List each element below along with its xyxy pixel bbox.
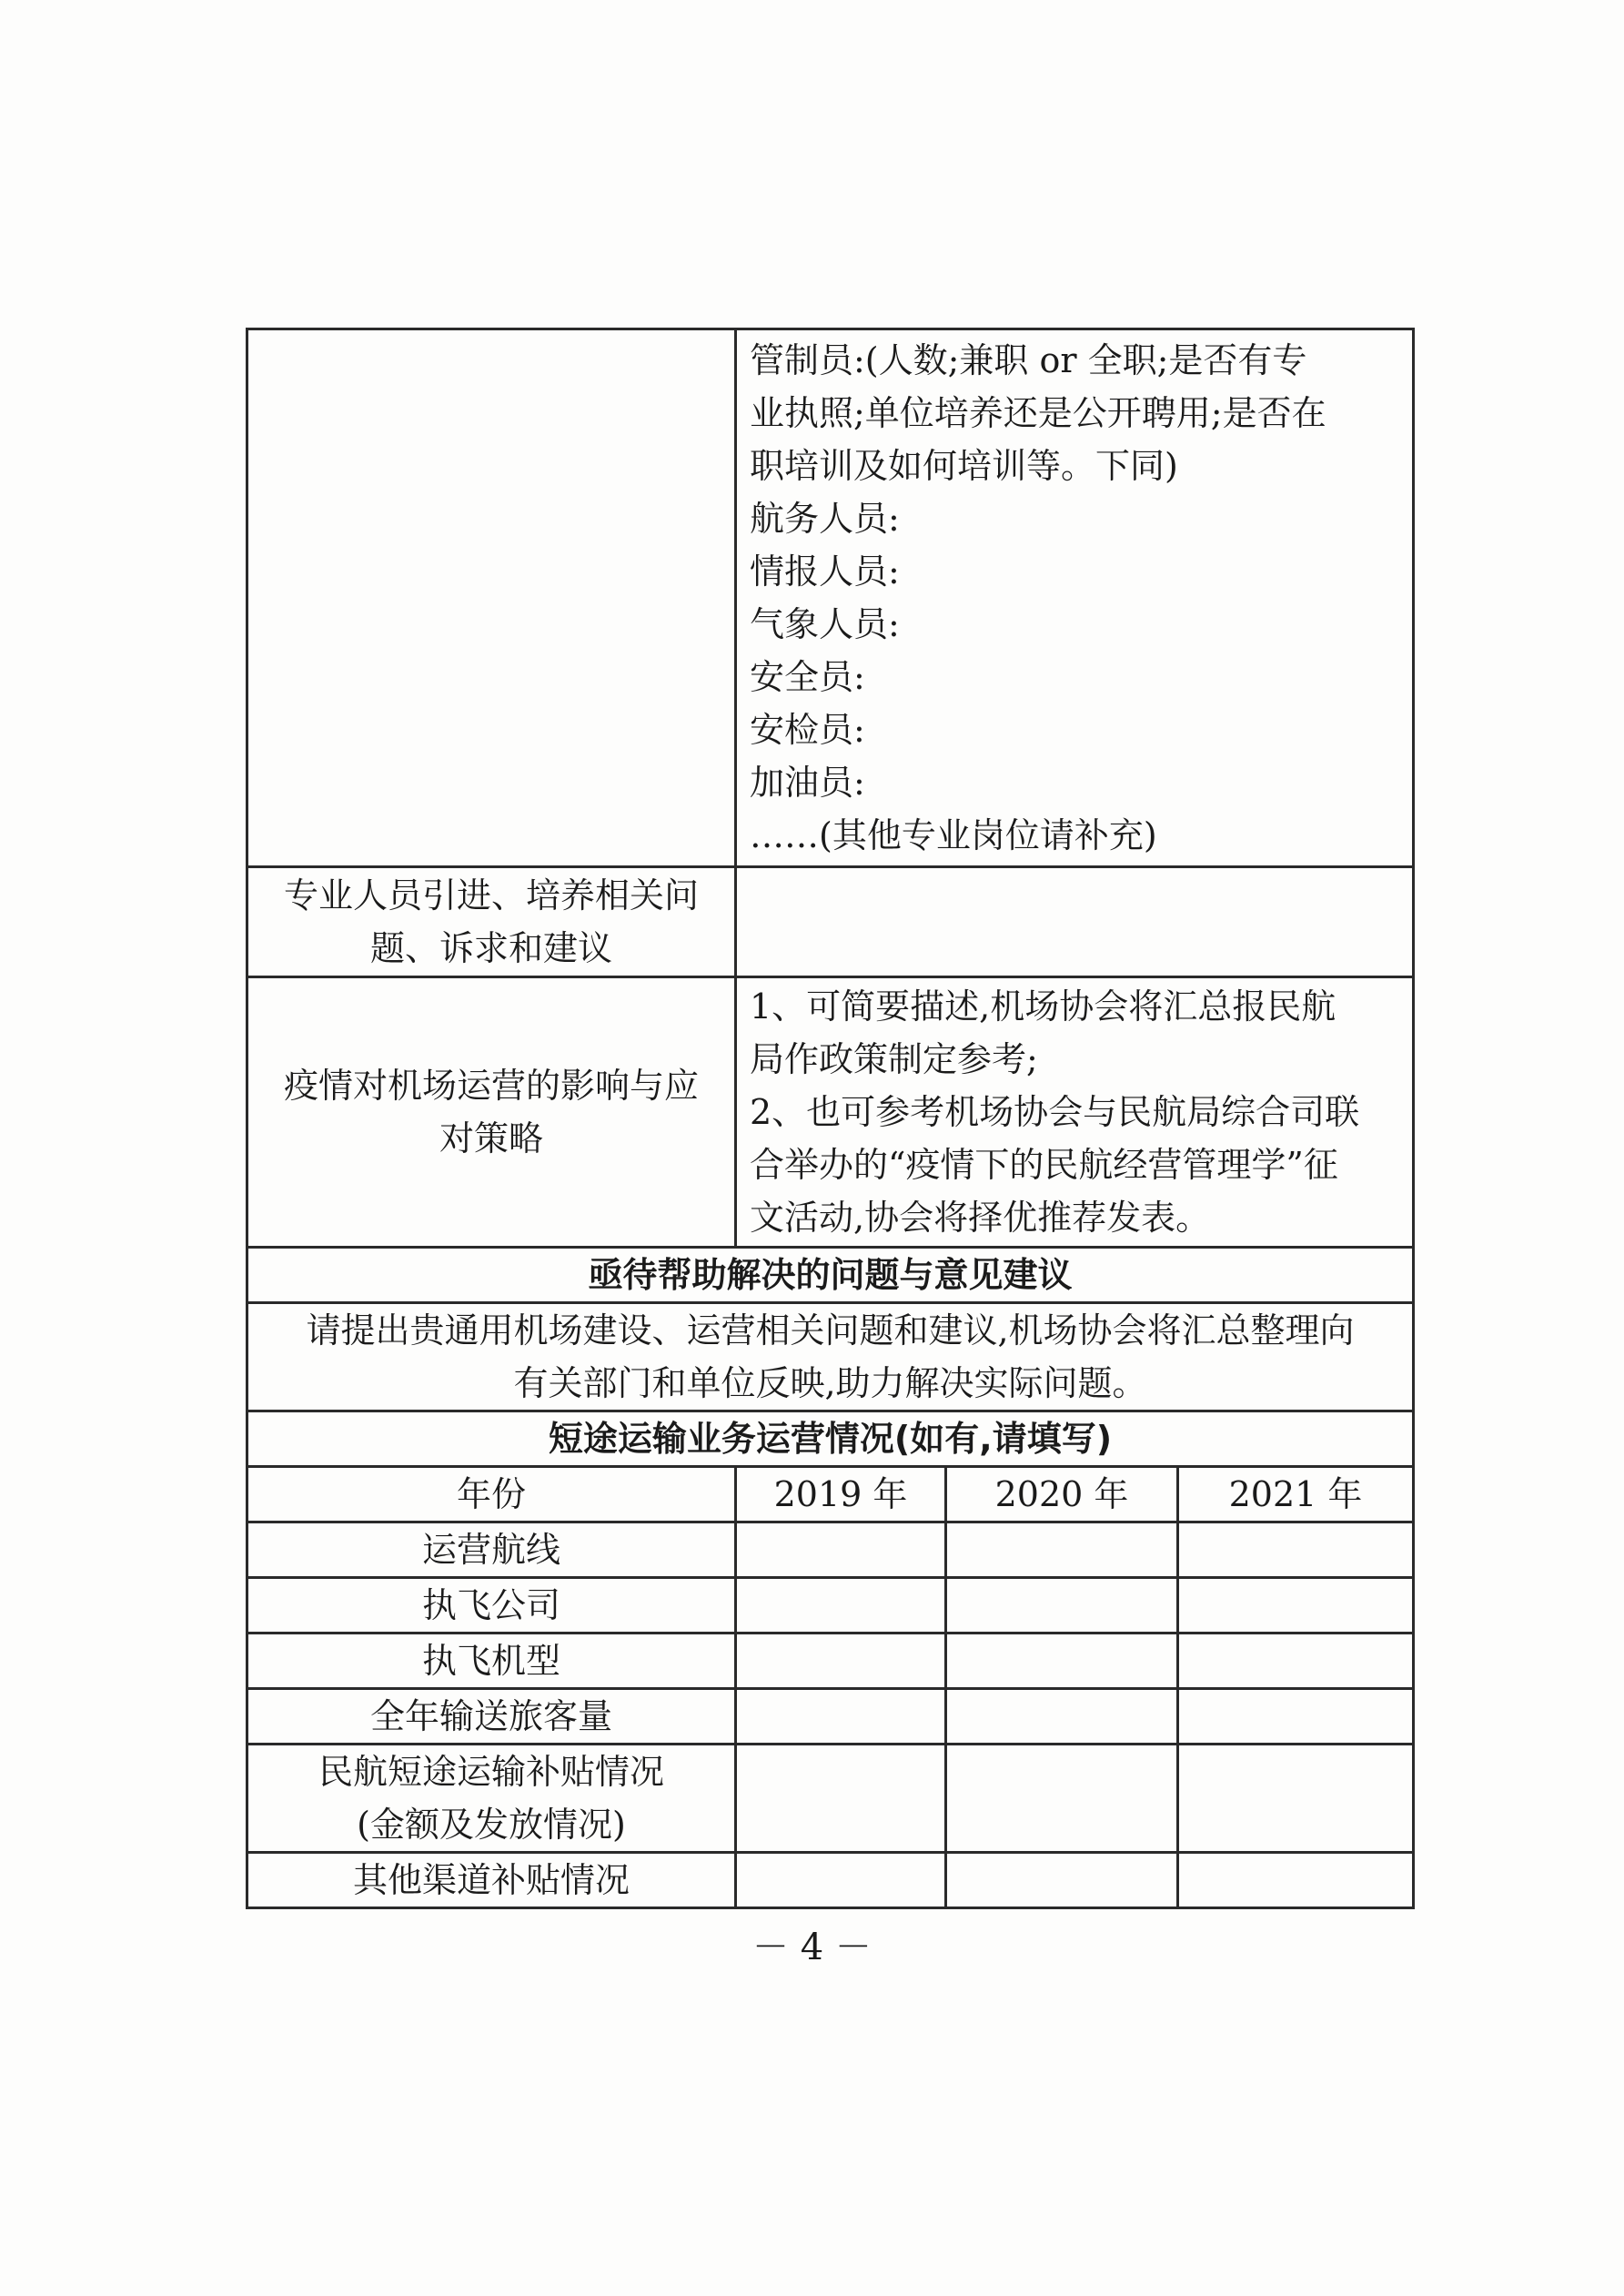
data-cell[interactable] — [736, 1689, 946, 1745]
row-label-passengers: 全年输送旅客量 — [247, 1689, 736, 1745]
staff-line: 加油员: — [750, 763, 865, 803]
data-cell[interactable] — [1178, 1633, 1414, 1689]
epidemic-desc-line: 合举办的“疫情下的民航经营管理学”征 — [750, 1145, 1338, 1185]
staff-line: 安检员: — [750, 710, 865, 750]
talent-label: 专业人员引进、培养相关问 — [283, 875, 699, 915]
staff-row — [247, 329, 1414, 867]
epidemic-label-cell — [247, 977, 736, 1248]
data-cell[interactable] — [736, 1578, 946, 1633]
epidemic-row — [247, 977, 1414, 1248]
talent-label-cell — [247, 867, 736, 977]
row-label-routes: 运营航线 — [247, 1522, 736, 1578]
data-cell[interactable] — [736, 1745, 946, 1853]
help-desc-line: 请提出贵通用机场建设、运营相关问题和建议,机场协会将汇总整理向 — [306, 1310, 1355, 1350]
data-cell[interactable] — [1178, 1853, 1414, 1908]
talent-input-cell[interactable] — [736, 867, 1414, 977]
staff-line: 管制员:(人数;兼职 or 全职;是否有专 — [750, 340, 1307, 380]
page-number: － 4 － — [752, 1927, 872, 1968]
short-haul-heading: 短途运输业务运营情况(如有,请填写) — [247, 1411, 1414, 1467]
epidemic-label: 疫情对机场运营的影响与应 — [283, 1066, 699, 1106]
help-desc-row — [247, 1303, 1414, 1411]
data-cell[interactable] — [1178, 1522, 1414, 1578]
year-header-label: 年份 — [247, 1467, 736, 1522]
table-row — [247, 1689, 1414, 1745]
year-header-2021: 2021 年 — [1178, 1467, 1414, 1522]
table-row — [247, 1745, 1414, 1853]
help-heading: 亟待帮助解决的问题与意见建议 — [247, 1248, 1414, 1303]
data-cell[interactable] — [1178, 1578, 1414, 1633]
help-heading-row — [247, 1248, 1414, 1303]
data-cell[interactable] — [736, 1522, 946, 1578]
data-cell[interactable] — [946, 1522, 1178, 1578]
help-desc-line: 有关部门和单位反映,助力解决实际问题。 — [513, 1363, 1147, 1403]
table-row — [247, 1522, 1414, 1578]
short-haul-header-row — [247, 1467, 1414, 1522]
data-cell[interactable] — [736, 1853, 946, 1908]
row-label-aircraft: 执飞机型 — [247, 1633, 736, 1689]
data-cell[interactable] — [1178, 1745, 1414, 1853]
row-label-subsidy — [247, 1745, 736, 1853]
staff-line: 安全员: — [750, 657, 865, 697]
staff-line: ……(其他专业岗位请补充) — [750, 815, 1157, 855]
staff-line: 航务人员: — [750, 499, 900, 539]
epidemic-label: 对策略 — [439, 1118, 543, 1158]
subsidy-label: (金额及发放情况) — [357, 1805, 626, 1845]
data-cell[interactable] — [946, 1745, 1178, 1853]
epidemic-desc-line: 局作政策制定参考; — [750, 1039, 1038, 1079]
data-cell[interactable] — [736, 1633, 946, 1689]
staff-line: 情报人员: — [750, 551, 900, 592]
data-cell[interactable] — [946, 1689, 1178, 1745]
year-header-2019: 2019 年 — [736, 1467, 946, 1522]
epidemic-desc-line: 1、可简要描述,机场协会将汇总报民航 — [750, 986, 1337, 1027]
data-cell[interactable] — [946, 1633, 1178, 1689]
help-description-cell[interactable] — [247, 1303, 1414, 1411]
survey-form-table — [246, 328, 1415, 1909]
epidemic-desc-line: 2、也可参考机场协会与民航局综合司联 — [750, 1092, 1360, 1132]
row-label-operator: 执飞公司 — [247, 1578, 736, 1633]
staff-line: 职培训及如何培训等。下同) — [750, 446, 1178, 486]
data-cell[interactable] — [946, 1853, 1178, 1908]
data-cell[interactable] — [1178, 1689, 1414, 1745]
staff-description-cell — [736, 329, 1414, 867]
subsidy-label: 民航短途运输补贴情况 — [318, 1752, 664, 1792]
year-header-2020: 2020 年 — [946, 1467, 1178, 1522]
table-row — [247, 1578, 1414, 1633]
talent-row — [247, 867, 1414, 977]
table-row — [247, 1853, 1414, 1908]
staff-line: 气象人员: — [750, 604, 900, 644]
epidemic-desc-line: 文活动,协会将择优推荐发表。 — [750, 1198, 1211, 1238]
staff-line: 业执照;单位培养还是公开聘用;是否在 — [750, 393, 1326, 433]
table-row — [247, 1633, 1414, 1689]
short-haul-heading-row — [247, 1411, 1414, 1467]
row-label-other-subsidy: 其他渠道补贴情况 — [247, 1853, 736, 1908]
talent-label: 题、诉求和建议 — [369, 928, 612, 968]
staff-label-cell — [247, 329, 736, 867]
epidemic-description-cell — [736, 977, 1414, 1248]
data-cell[interactable] — [946, 1578, 1178, 1633]
